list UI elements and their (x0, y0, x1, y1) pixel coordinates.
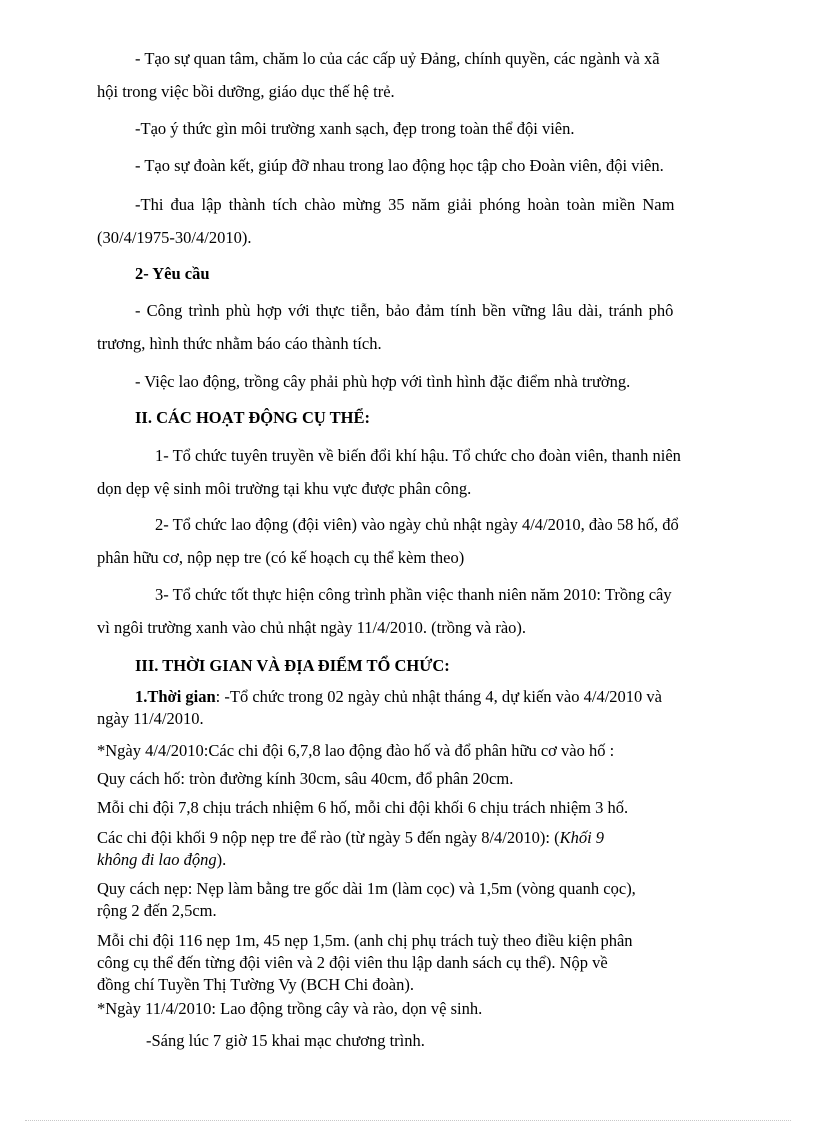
heading-yeu-cau: 2- Yêu cầu (135, 264, 210, 283)
activity-3: 3- Tổ chức tốt thực hiện công trình phần việc thanh niên năm 2010: Trồng cây (155, 585, 672, 604)
paragraph-2: -Tạo ý thức gìn môi trường xanh sạch, đẹp trong toàn thể đội viên. (135, 119, 575, 138)
paragraph-1: - Tạo sự quan tâm, chăm lo của các cấp uỷ Đảng, chính quyền, các ngành và xã (135, 49, 660, 68)
detail-7: *Ngày 11/4/2010: Lao động trồng cây và rào, dọn vệ sinh. (97, 999, 483, 1018)
activity-3-cont: vì ngôi trường xanh vào chủ nhật ngày 11/4/2010. (trồng và rào). (97, 618, 527, 637)
activity-1-cont: dọn dẹp vệ sinh môi trường tại khu vực được phân công. (97, 479, 472, 498)
time-paragraph-cont: ngày 11/4/2010. (97, 709, 204, 728)
activity-2: 2- Tổ chức lao động (đội viên) vào ngày chủ nhật ngày 4/4/2010, đào 58 hố, đổ (155, 515, 679, 534)
paragraph-6: - Việc lao động, trồng cây phải phù hợp với tình hình đặc điểm nhà trường. (135, 372, 631, 391)
page-bottom-divider (25, 1120, 791, 1121)
paragraph-4-cont: (30/4/1975-30/4/2010). (97, 228, 252, 247)
detail-8: -Sáng lúc 7 giờ 15 khai mạc chương trình. (146, 1031, 425, 1050)
paragraph-4: -Thi đua lập thành tích chào mừng 35 năm giải phóng hoàn toàn miền Nam (135, 195, 675, 214)
paragraph-5-cont: trương, hình thức nhằm báo cáo thành tích. (97, 334, 382, 353)
detail-6: Mỗi chi đội 116 nẹp 1m, 45 nẹp 1,5m. (anh chị phụ trách tuỳ theo điều kiện phân công cụ thể đến từng đội viên và 2 đội viên thu lập danh sách cụ thể). Nộp về đồng chí Tuyền Thị Tường Vy (BCH Chi đoàn). (97, 931, 633, 994)
paragraph-3: - Tạo sự đoàn kết, giúp đỡ nhau trong lao động học tập cho Đoàn viên, đội viên. (135, 156, 664, 175)
activity-1: 1- Tổ chức tuyên truyền về biến đổi khí hậu. Tổ chức cho đoàn viên, thanh niên (155, 446, 681, 465)
heading-section-2: II. CÁC HOẠT ĐỘNG CỤ THỂ: (135, 408, 371, 427)
time-paragraph: 1.Thời gian: -Tổ chức trong 02 ngày chủ nhật tháng 4, dự kiến vào 4/4/2010 và (135, 687, 663, 706)
paragraph-1-cont: hội trong việc bồi dưỡng, giáo dục thế hệ trẻ. (97, 82, 395, 101)
detail-3: Mỗi chi đội 7,8 chịu trách nhiệm 6 hố, mỗi chi đội khối 6 chịu trách nhiệm 3 hố. (97, 798, 629, 817)
detail-4: Các chi đội khối 9 nộp nẹp tre để rào (từ ngày 5 đến ngày 8/4/2010): (Khối 9 không đi lao động). (97, 828, 605, 869)
activity-2-cont: phân hữu cơ, nộp nẹp tre (có kế hoạch cụ thể kèm theo) (97, 548, 465, 567)
detail-2: Quy cách hố: tròn đường kính 30cm, sâu 40cm, đổ phân 20cm. (97, 769, 514, 788)
heading-section-3: III. THỜI GIAN VÀ ĐỊA ĐIỂM TỔ CHỨC: (135, 656, 450, 675)
paragraph-5: - Công trình phù hợp với thực tiễn, bảo đảm tính bền vững lâu dài, tránh phô (135, 301, 674, 320)
detail-5: Quy cách nẹp: Nẹp làm bằng tre gốc dài 1m (làm cọc) và 1,5m (vòng quanh cọc), rộng 2 đến 2,5cm. (97, 879, 636, 920)
detail-1: *Ngày 4/4/2010:Các chi đội 6,7,8 lao động đào hố và đổ phân hữu cơ vào hố : (97, 741, 615, 760)
